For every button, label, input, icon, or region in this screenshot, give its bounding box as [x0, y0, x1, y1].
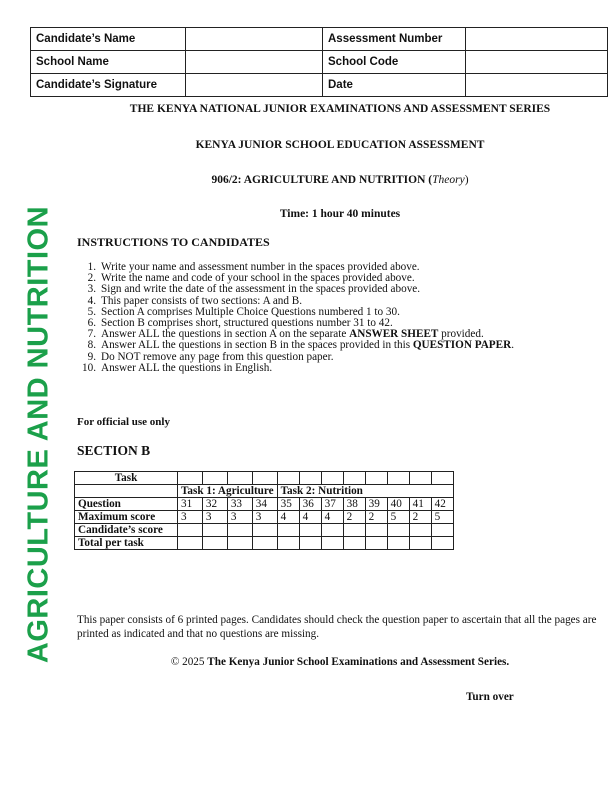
- candidate-score-cell[interactable]: [343, 524, 365, 537]
- instruction-item: 5. Section A comprises Multiple Choice Questions numbered 1 to 30.: [87, 305, 400, 318]
- total-cell[interactable]: [277, 537, 299, 550]
- candidate-name-label: Candidate’s Name: [31, 28, 186, 51]
- candidate-score-cell[interactable]: [409, 524, 431, 537]
- exam-series-title: THE KENYA NATIONAL JUNIOR EXAMINATIONS AND ASSESSMENT SERIES: [129, 103, 551, 115]
- instruction-item: 4. This paper consists of two sections: A and B.: [87, 294, 303, 307]
- exam-time: Time: 1 hour 40 minutes: [279, 208, 401, 220]
- side-subject-title: AGRICULTURE AND NUTRITION: [22, 205, 55, 664]
- candidate-info-table: [30, 27, 608, 97]
- max-score-row: [75, 511, 454, 524]
- paper-title: [70, 174, 610, 186]
- instruction-item: 7. Answer ALL the questions in section A on the separate ANSWER SHEET provided.: [87, 328, 484, 341]
- copyright-line: © 2025 The Kenya Junior School Examinations and Assessment Series.: [170, 656, 510, 668]
- question-number: 34: [252, 498, 277, 511]
- question-number: 36: [299, 498, 321, 511]
- max-score-row-label: Maximum score: [75, 511, 178, 524]
- max-score: 3: [227, 511, 252, 524]
- total-cell[interactable]: [252, 537, 277, 550]
- question-number: 33: [227, 498, 252, 511]
- turn-over-label: Turn over: [466, 691, 514, 703]
- candidate-info-row: [31, 74, 608, 97]
- question-number: 42: [431, 498, 453, 511]
- total-per-task-row: [75, 537, 454, 550]
- page-count-note: This paper consists of 6 printed pages. Candidates should check the question paper to ascertain that all the pages are printed as indicated and that no questions are missing.: [77, 614, 597, 640]
- total-cell[interactable]: [431, 537, 453, 550]
- max-score: 3: [202, 511, 227, 524]
- copyright-owner: The Kenya Junior School Examinations and Assessment Series.: [207, 656, 510, 668]
- paper-type: Theory: [432, 174, 465, 186]
- candidate-info-row: [31, 28, 608, 51]
- instruction-item: 8. Answer ALL the questions in section B in the spaces provided in this QUESTION PAPER.: [87, 339, 514, 352]
- score-table: [74, 471, 454, 550]
- date-field[interactable]: [466, 74, 608, 97]
- candidate-score-cell[interactable]: [299, 524, 321, 537]
- instruction-item: 9. Do NOT remove any page from this question paper.: [87, 350, 334, 363]
- question-number: 40: [387, 498, 409, 511]
- max-score: 4: [299, 511, 321, 524]
- instruction-item: 10. Answer ALL the questions in English.: [82, 361, 273, 374]
- candidate-name-field[interactable]: [186, 28, 323, 51]
- question-number: 32: [202, 498, 227, 511]
- answer-sheet-emphasis: ANSWER SHEET: [349, 328, 439, 341]
- assessment-number-field[interactable]: [466, 28, 608, 51]
- question-number: 38: [343, 498, 365, 511]
- max-score: 4: [321, 511, 343, 524]
- date-label: Date: [323, 74, 466, 97]
- section-b-title: SECTION B: [77, 443, 151, 458]
- candidate-score-cell[interactable]: [431, 524, 453, 537]
- instruction-item: 6. Section B comprises short, structured questions number 31 to 42.: [87, 317, 393, 330]
- candidate-score-cell[interactable]: [321, 524, 343, 537]
- max-score: 3: [178, 511, 203, 524]
- total-cell[interactable]: [227, 537, 252, 550]
- group-row: [75, 485, 454, 498]
- candidate-score-cell[interactable]: [277, 524, 299, 537]
- candidate-score-cell[interactable]: [252, 524, 277, 537]
- school-code-field[interactable]: [466, 51, 608, 74]
- paper-title-text: : AGRICULTURE AND NUTRITION (Theory): [237, 174, 469, 186]
- max-score: 2: [343, 511, 365, 524]
- candidate-signature-field[interactable]: [186, 74, 323, 97]
- assessment-title: KENYA JUNIOR SCHOOL EDUCATION ASSESSMENT: [195, 139, 485, 151]
- total-cell[interactable]: [202, 537, 227, 550]
- total-cell[interactable]: [178, 537, 203, 550]
- question-number: 37: [321, 498, 343, 511]
- max-score: 5: [431, 511, 453, 524]
- question-paper-emphasis: QUESTION PAPER: [412, 339, 512, 352]
- candidate-score-cell[interactable]: [178, 524, 203, 537]
- question-row: [75, 498, 454, 511]
- instruction-item: 1. Write your name and assessment number in the spaces provided above.: [87, 261, 420, 273]
- school-name-field[interactable]: [186, 51, 323, 74]
- task-row: [75, 472, 454, 485]
- max-score: 3: [252, 511, 277, 524]
- total-cell[interactable]: [321, 537, 343, 550]
- total-cell[interactable]: [343, 537, 365, 550]
- max-score: 2: [365, 511, 387, 524]
- school-code-label: School Code: [323, 51, 466, 74]
- question-number: 39: [365, 498, 387, 511]
- paper-code: 906/2: [211, 174, 238, 186]
- assessment-number-label: Assessment Number: [323, 28, 466, 51]
- total-cell[interactable]: [365, 537, 387, 550]
- task-header: Task: [75, 472, 178, 485]
- max-score: 5: [387, 511, 409, 524]
- candidate-score-cell[interactable]: [387, 524, 409, 537]
- max-score: 2: [409, 511, 431, 524]
- school-name-label: School Name: [31, 51, 186, 74]
- instruction-item: 2. Write the name and code of your school in the spaces provided above.: [87, 272, 415, 285]
- candidate-info-row: [31, 51, 608, 74]
- total-cell[interactable]: [409, 537, 431, 550]
- instructions-heading: INSTRUCTIONS TO CANDIDATES: [77, 235, 270, 249]
- candidate-score-cell[interactable]: [365, 524, 387, 537]
- question-number: 31: [178, 498, 203, 511]
- candidate-score-row-label: Candidate’s score: [75, 524, 178, 537]
- official-use-label: For official use only: [77, 416, 170, 428]
- instructions-list: [77, 262, 514, 374]
- total-cell[interactable]: [299, 537, 321, 550]
- question-number: 35: [277, 498, 299, 511]
- task-2-nutrition-group: Task 2: Nutrition: [277, 485, 453, 498]
- question-row-label: Question: [75, 498, 178, 511]
- candidate-score-cell[interactable]: [227, 524, 252, 537]
- candidate-signature-label: Candidate’s Signature: [31, 74, 186, 97]
- total-cell[interactable]: [387, 537, 409, 550]
- task-1-agriculture-group: Task 1: Agriculture: [178, 485, 278, 498]
- total-per-task-row-label: Total per task: [75, 537, 178, 550]
- question-number: 41: [409, 498, 431, 511]
- candidate-score-cell[interactable]: [202, 524, 227, 537]
- instruction-item: 3. Sign and write the date of the assessment in the spaces provided above.: [87, 283, 421, 296]
- max-score: 4: [277, 511, 299, 524]
- candidate-score-row: [75, 524, 454, 537]
